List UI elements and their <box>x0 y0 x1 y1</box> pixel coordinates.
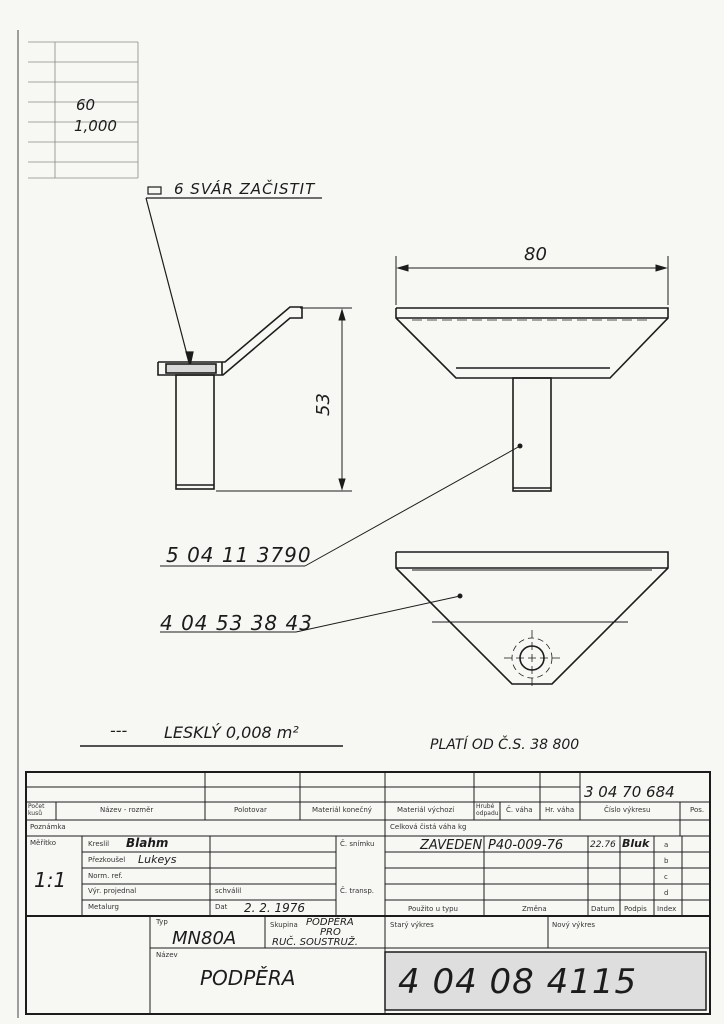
index-letter-a: a <box>664 841 669 849</box>
footer-index: Index <box>657 905 677 913</box>
width-dimension-label: 80 <box>524 244 547 265</box>
surface-prefix: --- <box>110 721 128 740</box>
weld-symbol <box>146 187 322 366</box>
validity-note: PLATÍ OD Č.S. 38 800 <box>430 737 580 753</box>
front-view <box>396 308 668 491</box>
change-status: ZAVEDEN <box>420 838 483 853</box>
header-pocet-kusu: Počet kusů <box>28 803 45 817</box>
part-number-2: 4 04 53 38 43 <box>160 611 313 635</box>
role-vyr-projednal: Výr. projednal <box>88 887 137 895</box>
header-c-vaha: Č. váha <box>506 806 533 814</box>
role-norm-ref: Norm. ref. <box>88 872 123 880</box>
bottom-view <box>396 552 668 686</box>
header-hrube-odpadu: Hrubé odpadu <box>476 803 499 817</box>
header-material-konecny: Materiál konečný <box>312 806 372 814</box>
note-value-60: 60 <box>76 96 96 114</box>
nazev-label: Název <box>156 951 178 959</box>
signature-prezkousel: Lukeys <box>138 853 177 866</box>
role-prezkousel: Přezkoušel <box>88 856 126 864</box>
nazev-value: PODPĚRA <box>200 966 296 990</box>
change-date: 22.76 <box>590 840 616 850</box>
change-number: P40-009-76 <box>488 838 564 853</box>
poznamka-label: Poznámka <box>30 823 66 831</box>
note-value-1000: 1,000 <box>74 117 117 135</box>
footer-podpis: Podpis <box>624 905 647 913</box>
typ-value: MN80A <box>172 928 237 949</box>
role-c-transp: Č. transp. <box>340 887 375 895</box>
index-letter-d: d <box>664 889 669 897</box>
skupina-value-3: RUČ. SOUSTRUŽ. <box>272 937 358 948</box>
header-pos: Pos. <box>690 806 705 814</box>
meritko-label: Měřítko <box>30 839 57 847</box>
celkova-vaha-label: Celková čistá váha kg <box>390 823 467 831</box>
header-hr-vaha: Hr. váha <box>545 806 575 814</box>
role-metalurg: Metalurg <box>88 903 119 911</box>
footer-zmena: Změna <box>522 905 547 913</box>
skupina-label: Skupina <box>270 921 298 929</box>
approval-date: 2. 2. 1976 <box>244 901 306 915</box>
header-cislo-vykresu: Číslo výkresu <box>604 806 651 814</box>
index-letter-b: b <box>664 857 669 865</box>
header-nazev-rozmer: Název - rozměr <box>100 806 154 814</box>
leaders <box>80 444 522 746</box>
header-polotovar: Polotovar <box>234 806 267 814</box>
typ-label: Typ <box>156 918 168 926</box>
skupina-value-2: PRO <box>320 927 341 938</box>
footer-pouzito: Použito u typu <box>408 905 458 913</box>
part-number-1: 5 04 11 3790 <box>166 543 312 567</box>
index-letter-c: c <box>664 873 668 881</box>
footer-datum: Datum <box>591 905 615 913</box>
role-kreslil: Kreslil <box>88 840 110 848</box>
meritko-value: 1:1 <box>34 868 67 892</box>
doc-number: 3 04 70 684 <box>584 783 675 801</box>
side-view <box>158 307 302 489</box>
surface-note: LESKLÝ 0,008 m² <box>164 723 299 742</box>
stary-vykres-label: Starý výkres <box>390 921 434 929</box>
role-schvalil: schválil <box>215 887 242 895</box>
weld-label: 6 SVÁR ZAČISTIT <box>174 180 316 198</box>
role-c-snimku: Č. snímku <box>340 840 375 848</box>
change-signature: Bluk <box>622 837 650 850</box>
height-dimension-label: 53 <box>312 393 334 416</box>
drawing-number: 4 04 08 4115 <box>398 962 638 1002</box>
header-material-vychozi: Materiál výchozí <box>397 806 455 814</box>
skupina-value-1: PODPĚRA <box>306 917 354 928</box>
signature-kreslil: Blahm <box>126 836 169 850</box>
novy-vykres-label: Nový výkres <box>552 921 596 929</box>
role-dat: Dat <box>215 903 228 911</box>
